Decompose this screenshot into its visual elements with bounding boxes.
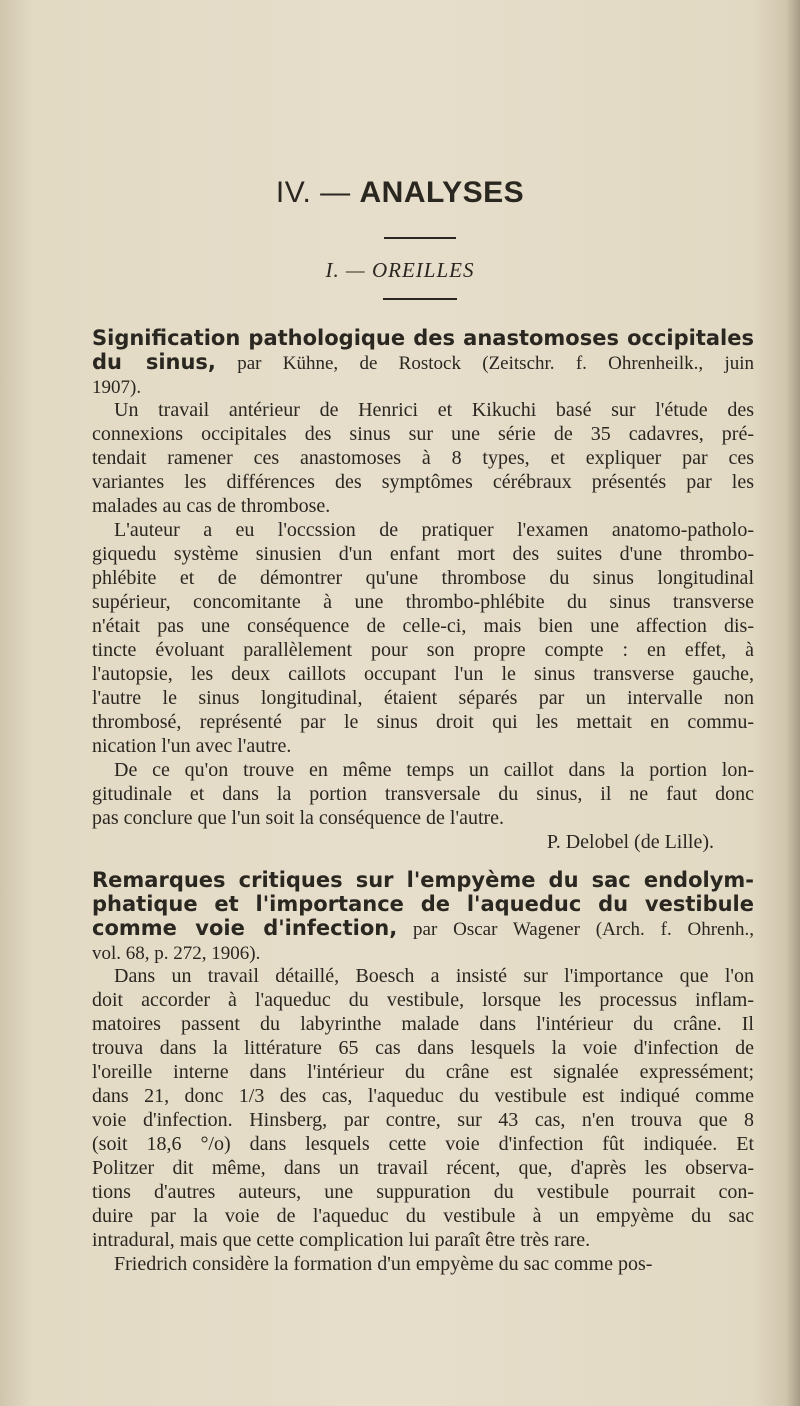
body-text-line: trouva dans la littérature 65 cas dans lesquels la voie d'infection de [92, 1037, 754, 1059]
body-text-line: L'auteur a eu l'occssion de pratiquer l'examen anatomo-patholo- [114, 519, 754, 541]
body-text-line: matoires passent du labyrinthe malade dans l'intérieur du crâne. Il [92, 1013, 754, 1035]
article-title-bold: Signification pathologique des anastomoses occipitales [92, 326, 754, 350]
article-title-bold: Remarques critiques sur l'empyème du sac endolym- [92, 868, 754, 892]
heading-rule [384, 237, 456, 239]
body-text-line: dans 21, donc 1/3 des cas, l'aqueduc du vestibule est indiqué comme [92, 1085, 754, 1107]
article-title-line [92, 374, 754, 398]
article-title-citation: 1907). [92, 377, 142, 398]
page-edge-shadow [786, 0, 800, 1406]
body-text-line: l'autopsie, les deux caillots occupant l'un le sinus transverse gauche, [92, 663, 754, 685]
body-text-line: tincte évoluant parallèlement pour son propre compte : en effet, à [92, 639, 754, 661]
article-title-citation: par Kühne, de Rostock (Zeitschr. f. Ohrenheilk., juin [215, 353, 755, 374]
article-title-line [92, 940, 754, 964]
article-title-line [92, 892, 754, 916]
body-text-line: thrombosé, représenté par le sinus droit qui les mettait en commu- [92, 711, 754, 733]
article-title-bold: du sinus, [92, 350, 216, 374]
body-text-line: Friedrich considère la formation d'un empyème du sac comme pos- [114, 1253, 653, 1275]
body-text-line: l'autre le sinus longitudinal, étaient séparés par un intervalle non [92, 687, 754, 709]
body-text-line: supérieur, concomitante à une thrombo-phlébite du sinus transverse [92, 591, 754, 613]
article-title-bold: comme voie d'infection, [92, 916, 398, 940]
article-title-citation: par Oscar Wagener (Arch. f. Ohrenh., [397, 919, 754, 940]
body-text-line: De ce qu'on trouve en même temps un caillot dans la portion lon- [114, 759, 754, 781]
chapter-number: IV. — [275, 176, 351, 209]
body-text-line: gitudinale et dans la portion transversale du sinus, il ne faut donc [92, 783, 754, 805]
body-text-line: n'était pas une conséquence de celle-ci, mais bien une affection dis- [92, 615, 754, 637]
article-2 [92, 868, 754, 1276]
body-text-line: tions d'autres auteurs, une suppuration du vestibule pourrait con- [92, 1181, 754, 1203]
body-text-line: voie d'infection. Hinsberg, par contre, sur 43 cas, n'en trouva que 8 [92, 1109, 754, 1131]
body-text-line: pas conclure que l'un soit la conséquence de l'autre. [92, 807, 505, 829]
body-text-line: connexions occipitales des sinus sur une série de 35 cadavres, pré- [92, 423, 754, 445]
author-signature: P. Delobel (de Lille). [546, 831, 714, 853]
body-text-line: l'oreille interne dans l'intérieur du crâne est signalée expressément; [92, 1061, 754, 1083]
body-text-line: Dans un travail détaillé, Boesch a insisté sur l'importance que l'on [114, 965, 754, 987]
body-text-line: Politzer dit même, dans un travail récent, que, d'après les observa- [92, 1157, 754, 1179]
body-text-line: nication l'un avec l'autre. [92, 735, 292, 757]
article-title-citation: vol. 68, p. 272, 1906). [92, 943, 261, 964]
body-text-line: (soit 18,6 °/o) dans lesquels cette voie d'infection fût indiquée. Et [92, 1133, 754, 1155]
body-text-line: Un travail antérieur de Henrici et Kikuchi basé sur l'étude des [114, 399, 754, 421]
section-rule [383, 298, 457, 300]
body-text-line: phlébite et de démontrer qu'une thrombose du sinus longitudinal [92, 567, 754, 589]
section-title: I. — OREILLES [325, 258, 475, 282]
article-title-line [92, 326, 754, 350]
body-text-line: variantes les différences des symptômes cérébraux présentés par les [92, 471, 754, 493]
article-title-line [92, 868, 754, 892]
chapter-heading [0, 176, 800, 210]
body-text-line: doit accorder à l'aqueduc du vestibule, lorsque les processus inflam- [92, 989, 754, 1011]
body-text-line: intradural, mais que cette complication lui paraît être très rare. [92, 1229, 591, 1251]
article-title-line [92, 350, 754, 374]
body-text-line: malades au cas de thrombose. [92, 495, 331, 517]
body-text-line: tendait ramener ces anastomoses à 8 types, et expliquer par ces [92, 447, 754, 469]
chapter-title: ANALYSES [359, 176, 525, 209]
article-1 [92, 326, 754, 854]
article-title-bold: phatique et l'importance de l'aqueduc du vestibule [92, 892, 754, 916]
body-text-line: duire par la voie de l'aqueduc du vestibule à un empyème du sac [92, 1205, 754, 1227]
article-title-line [92, 916, 754, 940]
body-text-line: giquedu système sinusien d'un enfant mort des suites d'une thrombo- [92, 543, 754, 565]
